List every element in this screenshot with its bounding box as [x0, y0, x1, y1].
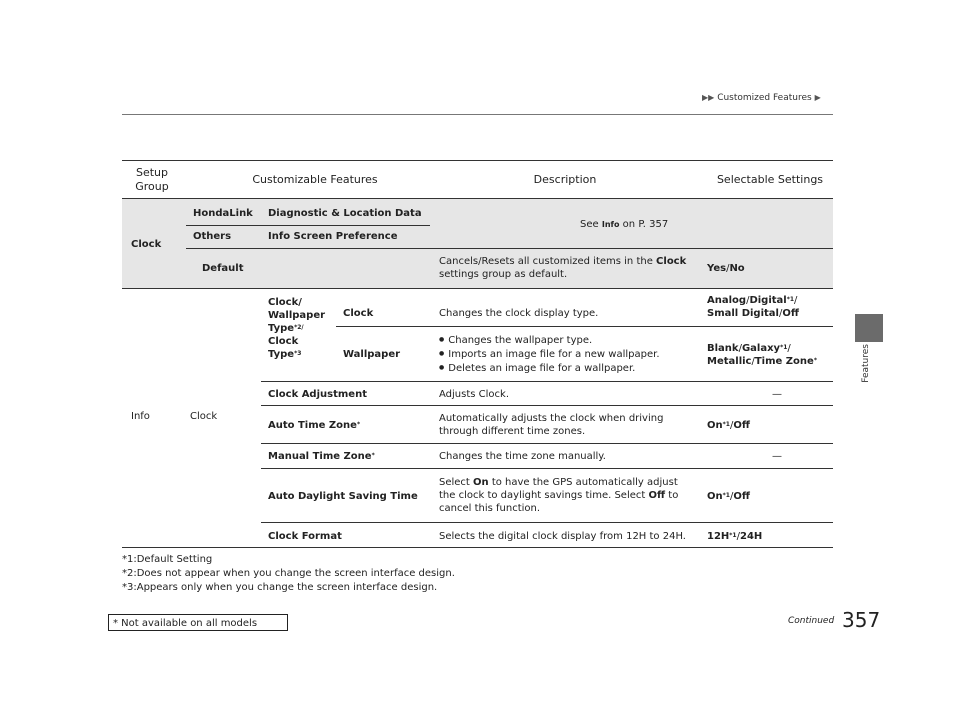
breadcrumb-arrow-icon: ▶▶ — [702, 93, 715, 102]
row-rule — [186, 248, 833, 249]
desc-text: to have the GPS automatically adjust — [488, 477, 678, 488]
default-sup: *1 — [722, 492, 730, 499]
cw-sup: *2/ — [294, 324, 304, 331]
info-ref-label: Info — [601, 220, 620, 229]
cw-line: Clock — [268, 336, 299, 347]
bullet-item: ● Changes the wallpaper type. — [439, 334, 660, 348]
row-default: Default — [202, 263, 244, 274]
page-number: 357 — [842, 608, 881, 632]
col-header-features: Customizable Features — [252, 173, 378, 186]
row-auto-time-zone — [268, 419, 360, 432]
setting-small-digital: Small Digital — [707, 308, 779, 319]
auto-dst-settings: On$^{*1}$/Off — [707, 491, 750, 502]
clock-desc: Changes the clock display type. — [439, 308, 599, 319]
setting-on: On — [707, 420, 723, 431]
section-tab-marker — [855, 314, 883, 342]
clock-format-settings: $12H^{*1}/24H$ — [707, 531, 763, 542]
col-header-settings: Selectable Settings — [716, 173, 824, 186]
desc-line: Automatically adjusts the clock when driving — [439, 413, 664, 424]
breadcrumb — [702, 93, 821, 103]
row-diagnostic: Diagnostic & Location Data — [268, 208, 422, 219]
setting-metallic: Metallic — [707, 356, 752, 367]
footnote-2: *2:Does not appear when you change the screen interface design. — [122, 568, 455, 579]
table-top-rule — [122, 160, 833, 161]
wallpaper-desc — [439, 334, 660, 376]
see-info-ref — [580, 218, 668, 231]
group-rule — [122, 288, 833, 289]
col-header-description: Description — [533, 173, 597, 186]
continued-label: Continued — [788, 616, 835, 626]
setting-no: No — [729, 263, 745, 274]
row-info-pref: Info Screen Preference — [268, 231, 398, 242]
auto-tz-settings: On$^{*1}$/Off — [707, 420, 750, 431]
group-info: Info — [131, 411, 150, 422]
auto-tz-label: Auto Time Zone — [268, 420, 357, 431]
auto-dst-desc — [439, 476, 678, 515]
row-rule — [261, 405, 833, 406]
breadcrumb-end-arrow-icon: ▶ — [814, 93, 821, 102]
clock-format-desc: Selects the digital clock display from 12H to 24H. — [439, 531, 686, 542]
desc-bold: On — [473, 477, 489, 488]
row-rule — [186, 225, 430, 226]
default-settings: Yes/No — [707, 263, 745, 274]
cw-line: Type — [268, 323, 295, 334]
setting-on: On — [707, 491, 723, 502]
default-desc — [439, 255, 686, 281]
col-header-group: Setup Group — [135, 166, 169, 193]
row-rule — [261, 522, 833, 523]
manual-tz-desc: Changes the time zone manually. — [439, 451, 606, 462]
group-clock: Clock — [131, 239, 162, 250]
clock-adj-settings: — — [772, 389, 782, 400]
table-bottom-rule — [122, 547, 833, 548]
row-auto-dst: Auto Daylight Saving Time — [268, 491, 418, 502]
setting-analog: Analog — [707, 295, 747, 306]
cw-line: Clock/ — [268, 297, 302, 308]
footnote-3: *3:Appears only when you change the screen interface design. — [122, 582, 438, 593]
default-desc-text: Cancels/Resets all customized items in the — [439, 256, 657, 267]
desc-text: the clock to daylight savings time. Select — [439, 490, 649, 501]
bullet-item: ● Imports an image file for a new wallpaper. — [439, 348, 660, 362]
default-desc-text-2: settings group as default. — [439, 269, 568, 280]
footnote-1: *1:Default Setting — [122, 554, 213, 565]
availability-note: * Not available on all models — [108, 614, 288, 631]
bullet-item: ● Deletes an image file for a wallpaper. — [439, 362, 660, 376]
default-sup: *1 — [722, 421, 730, 428]
auto-tz-desc — [439, 412, 663, 438]
row-clock-format: Clock Format — [268, 531, 342, 542]
row-clock-adjustment: Clock Adjustment — [268, 389, 367, 400]
section-label: Features — [861, 344, 871, 383]
setting-24h: 24H — [739, 531, 763, 542]
setting-digital: Digital — [749, 295, 787, 306]
setting-12h: 12H — [707, 531, 730, 542]
cw-sup: *3 — [294, 350, 302, 357]
cw-line: Type — [268, 349, 295, 360]
row-rule — [336, 326, 833, 327]
row-wallpaper: Wallpaper — [343, 349, 401, 360]
manual-tz-settings: — — [772, 451, 782, 462]
setting-off: Off — [733, 491, 750, 502]
sub-clock: Clock — [190, 411, 218, 422]
availability-star: * — [356, 421, 361, 428]
row-rule — [261, 381, 833, 382]
setting-time-zone: Time Zone — [754, 356, 814, 367]
default-sup: *1 — [729, 532, 737, 539]
row-clock: Clock — [343, 308, 374, 319]
cw-line: Wallpaper — [268, 310, 326, 321]
manual-tz-label: Manual Time Zone — [268, 451, 372, 462]
page-ref: on P. 357 — [619, 219, 669, 230]
desc-text: Select — [439, 477, 474, 488]
setting-galaxy: Galaxy — [741, 343, 781, 354]
desc-line: through different time zones. — [439, 426, 586, 437]
desc-text: to — [665, 490, 679, 501]
setting-yes: Yes — [707, 263, 727, 274]
default-sup: *1 — [780, 344, 788, 351]
row-rule — [261, 443, 833, 444]
header-divider — [122, 114, 833, 115]
clock-wallpaper-type — [268, 296, 325, 361]
row-others: Others — [193, 231, 232, 242]
availability-star: * — [371, 452, 375, 459]
clock-adj-desc: Adjusts Clock. — [439, 389, 509, 400]
availability-star: * — [813, 357, 817, 364]
setting-off: Off — [782, 308, 799, 319]
breadcrumb-label[interactable]: Customized Features — [717, 93, 812, 103]
default-desc-bold: Clock — [656, 256, 687, 267]
desc-bold: Off — [648, 490, 666, 501]
default-sup: *1 — [786, 296, 795, 303]
setting-off: Off — [733, 420, 750, 431]
desc-text: cancel this function. — [439, 503, 541, 514]
setting-blank: Blank — [707, 343, 739, 354]
row-rule — [261, 468, 833, 469]
wallpaper-settings: Blank/Galaxy$^{*1}$/ Metallic/Time Zone* — [707, 343, 817, 367]
row-hondalink: HondaLink — [193, 208, 253, 219]
row-manual-time-zone — [268, 450, 375, 463]
see-prefix: See — [580, 219, 602, 230]
clock-settings: Analog/Digital$^{*1}$/ Small Digital/Off — [707, 295, 799, 319]
